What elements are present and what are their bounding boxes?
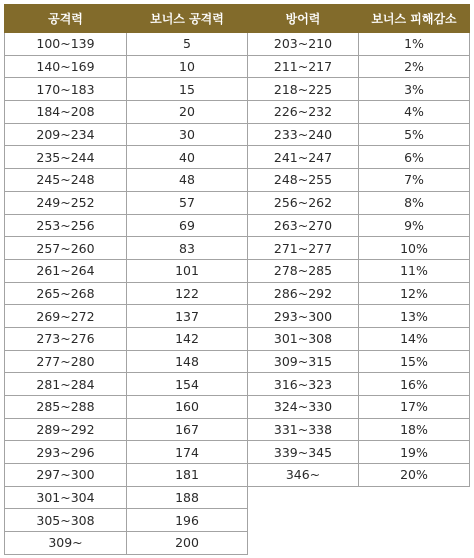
table-row [5, 396, 248, 419]
table-row [5, 259, 248, 282]
table-row [5, 486, 248, 509]
defense-range-cell: 203~210 [248, 33, 359, 56]
attack-column-header: 공격력 [5, 5, 127, 33]
bonus-attack-cell: 160 [127, 396, 248, 419]
table-row [5, 305, 248, 328]
attack-table-body [5, 33, 248, 555]
bonus-attack-cell: 122 [127, 282, 248, 305]
bonus-attack-cell: 148 [127, 350, 248, 373]
table-row [5, 78, 248, 101]
table-row [5, 532, 248, 555]
bonus-attack-cell: 30 [127, 123, 248, 146]
defense-range-cell: 211~217 [248, 55, 359, 78]
attack-range-cell: 297~300 [5, 464, 127, 487]
table-row [5, 509, 248, 532]
attack-range-cell: 301~304 [5, 486, 127, 509]
defense-table-body [248, 33, 470, 487]
table-row [248, 305, 470, 328]
attack-range-cell: 265~268 [5, 282, 127, 305]
table-row [5, 191, 248, 214]
defense-reduction-table [247, 4, 470, 487]
defense-range-cell: 331~338 [248, 418, 359, 441]
table-row [5, 418, 248, 441]
damage-reduction-cell: 10% [359, 237, 470, 260]
damage-reduction-cell: 16% [359, 373, 470, 396]
bonus-attack-cell: 48 [127, 169, 248, 192]
attack-range-cell: 289~292 [5, 418, 127, 441]
damage-reduction-cell: 20% [359, 464, 470, 487]
attack-range-cell: 277~280 [5, 350, 127, 373]
table-row [5, 55, 248, 78]
table-row [5, 282, 248, 305]
bonus-attack-cell: 40 [127, 146, 248, 169]
table-row [5, 350, 248, 373]
bonus-attack-cell: 174 [127, 441, 248, 464]
table-row [248, 259, 470, 282]
damage-reduction-cell: 4% [359, 101, 470, 124]
damage-reduction-cell: 15% [359, 350, 470, 373]
defense-range-cell: 324~330 [248, 396, 359, 419]
bonus-damage-reduction-column-header: 보너스 피해감소 [359, 5, 470, 33]
damage-reduction-cell: 6% [359, 146, 470, 169]
damage-reduction-cell: 1% [359, 33, 470, 56]
damage-reduction-cell: 3% [359, 78, 470, 101]
attack-range-cell: 293~296 [5, 441, 127, 464]
table-row [5, 373, 248, 396]
table-row [248, 55, 470, 78]
table-row [5, 327, 248, 350]
defense-range-cell: 263~270 [248, 214, 359, 237]
table-row [248, 464, 470, 487]
table-row [248, 350, 470, 373]
defense-range-cell: 316~323 [248, 373, 359, 396]
attack-range-cell: 309~ [5, 532, 127, 555]
table-row [5, 146, 248, 169]
attack-range-cell: 235~244 [5, 146, 127, 169]
table-row [248, 169, 470, 192]
defense-range-cell: 278~285 [248, 259, 359, 282]
table-row [5, 214, 248, 237]
attack-range-cell: 140~169 [5, 55, 127, 78]
table-row [248, 214, 470, 237]
table-row [248, 101, 470, 124]
bonus-attack-cell: 15 [127, 78, 248, 101]
damage-reduction-cell: 5% [359, 123, 470, 146]
attack-range-cell: 100~139 [5, 33, 127, 56]
defense-range-cell: 256~262 [248, 191, 359, 214]
bonus-attack-cell: 10 [127, 55, 248, 78]
attack-range-cell: 245~248 [5, 169, 127, 192]
table-row [5, 33, 248, 56]
table-row [248, 78, 470, 101]
attack-range-cell: 253~256 [5, 214, 127, 237]
bonus-attack-cell: 200 [127, 532, 248, 555]
defense-column-header: 방어력 [248, 5, 359, 33]
attack-range-cell: 305~308 [5, 509, 127, 532]
bonus-attack-cell: 5 [127, 33, 248, 56]
table-row [248, 441, 470, 464]
defense-range-cell: 271~277 [248, 237, 359, 260]
table-row [248, 123, 470, 146]
attack-range-cell: 269~272 [5, 305, 127, 328]
defense-range-cell: 218~225 [248, 78, 359, 101]
defense-range-cell: 241~247 [248, 146, 359, 169]
damage-reduction-cell: 2% [359, 55, 470, 78]
table-row [248, 146, 470, 169]
damage-reduction-cell: 17% [359, 396, 470, 419]
bonus-attack-cell: 83 [127, 237, 248, 260]
damage-reduction-cell: 19% [359, 441, 470, 464]
defense-range-cell: 346~ [248, 464, 359, 487]
damage-reduction-cell: 7% [359, 169, 470, 192]
bonus-attack-column-header: 보너스 공격력 [127, 5, 248, 33]
bonus-attack-cell: 57 [127, 191, 248, 214]
table-row [5, 441, 248, 464]
bonus-attack-cell: 196 [127, 509, 248, 532]
damage-reduction-cell: 8% [359, 191, 470, 214]
table-row [5, 101, 248, 124]
table-row [5, 464, 248, 487]
attack-range-cell: 170~183 [5, 78, 127, 101]
attack-range-cell: 209~234 [5, 123, 127, 146]
attack-table-header-row [5, 5, 248, 33]
attack-range-cell: 285~288 [5, 396, 127, 419]
damage-reduction-cell: 14% [359, 327, 470, 350]
defense-table-header-row [248, 5, 470, 33]
damage-reduction-cell: 18% [359, 418, 470, 441]
table-row [248, 191, 470, 214]
defense-range-cell: 286~292 [248, 282, 359, 305]
table-row [5, 237, 248, 260]
defense-range-cell: 339~345 [248, 441, 359, 464]
damage-reduction-cell: 13% [359, 305, 470, 328]
damage-reduction-cell: 9% [359, 214, 470, 237]
defense-range-cell: 293~300 [248, 305, 359, 328]
table-row [248, 396, 470, 419]
bonus-attack-cell: 188 [127, 486, 248, 509]
bonus-attack-cell: 69 [127, 214, 248, 237]
damage-reduction-cell: 12% [359, 282, 470, 305]
attack-range-cell: 184~208 [5, 101, 127, 124]
table-row [248, 418, 470, 441]
attack-range-cell: 261~264 [5, 259, 127, 282]
table-row [248, 282, 470, 305]
bonus-attack-cell: 181 [127, 464, 248, 487]
bonus-attack-cell: 101 [127, 259, 248, 282]
table-row [248, 327, 470, 350]
defense-range-cell: 233~240 [248, 123, 359, 146]
bonus-attack-cell: 20 [127, 101, 248, 124]
defense-range-cell: 301~308 [248, 327, 359, 350]
defense-range-cell: 248~255 [248, 169, 359, 192]
bonus-attack-cell: 167 [127, 418, 248, 441]
damage-reduction-cell: 11% [359, 259, 470, 282]
defense-range-cell: 226~232 [248, 101, 359, 124]
bonus-attack-cell: 154 [127, 373, 248, 396]
attack-range-cell: 257~260 [5, 237, 127, 260]
table-row [248, 237, 470, 260]
table-row [248, 373, 470, 396]
attack-range-cell: 281~284 [5, 373, 127, 396]
attack-range-cell: 249~252 [5, 191, 127, 214]
attack-bonus-table [4, 4, 248, 555]
defense-range-cell: 309~315 [248, 350, 359, 373]
bonus-attack-cell: 142 [127, 327, 248, 350]
table-row [5, 169, 248, 192]
table-row [5, 123, 248, 146]
table-row [248, 33, 470, 56]
attack-range-cell: 273~276 [5, 327, 127, 350]
bonus-attack-cell: 137 [127, 305, 248, 328]
